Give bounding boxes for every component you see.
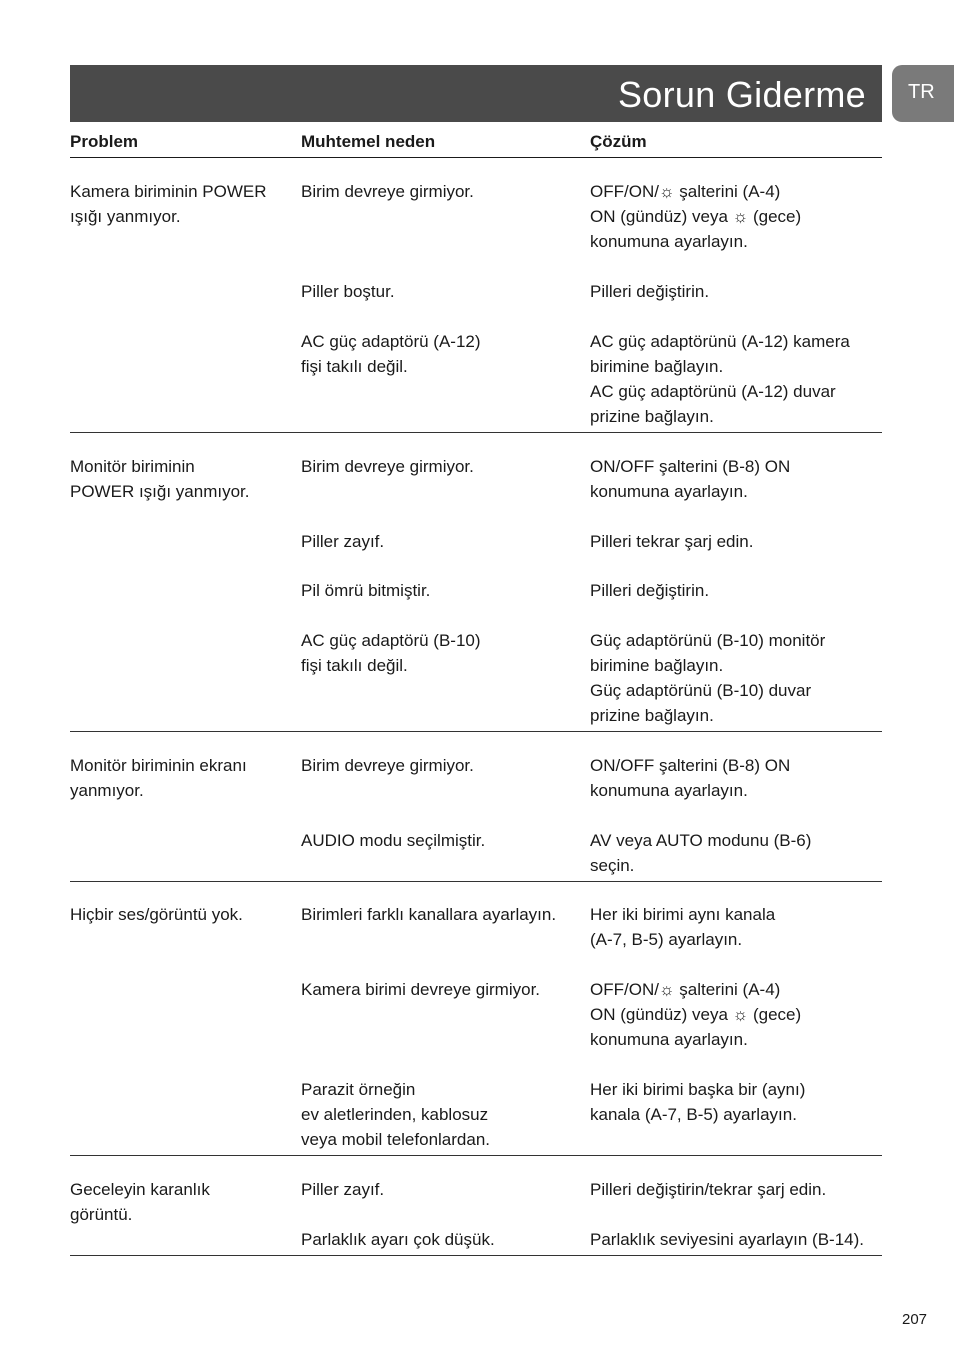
solution-cell: AC güç adaptörünü (A-12) kamera birimine bağlayın. AC güç adaptörünü (A-12) duvar prizine bağlayın. [590, 332, 850, 426]
problem-cell: Hiçbir ses/görüntü yok. [70, 905, 243, 924]
column-header-cause: Muhtemel neden [301, 132, 436, 151]
problem-cell: Kamera biriminin POWER ışığı yanmıyor. [70, 182, 267, 226]
problem-cell: Geceleyin karanlık görüntü. [70, 1180, 210, 1224]
cause-cell: Piller boştur. [301, 282, 395, 301]
solution-cell: Pilleri tekrar şarj edin. [590, 532, 754, 551]
cause-cell: Birimleri farklı kanallara ayarlayın. [301, 905, 557, 924]
problem-cell: Monitör biriminin ekranı yanmıyor. [70, 756, 247, 800]
table-header [70, 131, 882, 157]
solution-cell: Her iki birimi başka bir (aynı) kanala (A-7, B-5) ayarlayın. [590, 1080, 806, 1124]
cause-cell: Birim devreye girmiyor. [301, 182, 474, 201]
row-divider [70, 432, 882, 433]
solution-cell: Her iki birimi aynı kanala (A-7, B-5) ayarlayın. [590, 905, 776, 949]
solution-cell: OFF/ON/☼ şalterini (A-4) ON (gündüz) veya ☼ (gece) konumuna ayarlayın. [590, 182, 802, 251]
cause-cell: Birim devreye girmiyor. [301, 457, 474, 476]
cause-cell: Pil ömrü bitmiştir. [301, 581, 431, 600]
cause-cell: Piller zayıf. [301, 532, 385, 551]
section-title-bar [70, 65, 882, 122]
solution-cell: ON/OFF şalterini (B-8) ON konumuna ayarlayın. [590, 756, 791, 800]
solution-cell: AV veya AUTO modunu (B-6) seçin. [590, 831, 812, 875]
column-header-problem: Problem [70, 132, 139, 151]
cause-cell: Parazit örneğin ev aletlerinden, kablosuz veya mobil telefonlardan. [301, 1080, 491, 1149]
column-header-solution: Çözüm [590, 132, 647, 151]
solution-cell: OFF/ON/☼ şalterini (A-4) ON (gündüz) veya ☼ (gece) konumuna ayarlayın. [590, 980, 802, 1049]
header-divider [70, 157, 882, 158]
cause-cell: AC güç adaptörü (A-12) fişi takılı değil. [301, 332, 481, 376]
solution-cell: Parlaklık seviyesini ayarlayın (B-14). [590, 1230, 864, 1249]
row-divider [70, 1255, 882, 1256]
solution-cell: Pilleri değiştirin. [590, 282, 710, 301]
cause-cell: Piller zayıf. [301, 1180, 385, 1199]
page-number: 207 [902, 1311, 928, 1328]
language-tab [892, 65, 954, 122]
solution-cell: Pilleri değiştirin. [590, 581, 710, 600]
cause-cell: AC güç adaptörü (B-10) fişi takılı değil. [301, 631, 481, 675]
row-divider [70, 731, 882, 732]
row-divider [70, 881, 882, 882]
cause-cell: AUDIO modu seçilmiştir. [301, 831, 486, 850]
cause-cell: Kamera birimi devreye girmiyor. [301, 980, 541, 999]
language-tab-label: TR [908, 81, 935, 103]
cause-cell: Parlaklık ayarı çok düşük. [301, 1230, 495, 1249]
page-title: Sorun Giderme [617, 74, 866, 115]
cause-cell: Birim devreye girmiyor. [301, 756, 474, 775]
solution-cell: Güç adaptörünü (B-10) monitör birimine bağlayın. Güç adaptörünü (B-10) duvar prizine bağlayın. [590, 631, 826, 725]
problem-cell: Monitör biriminin POWER ışığı yanmıyor. [70, 457, 250, 501]
row-divider [70, 1155, 882, 1156]
solution-cell: ON/OFF şalterini (B-8) ON konumuna ayarlayın. [590, 457, 791, 501]
solution-cell: Pilleri değiştirin/tekrar şarj edin. [590, 1180, 827, 1199]
